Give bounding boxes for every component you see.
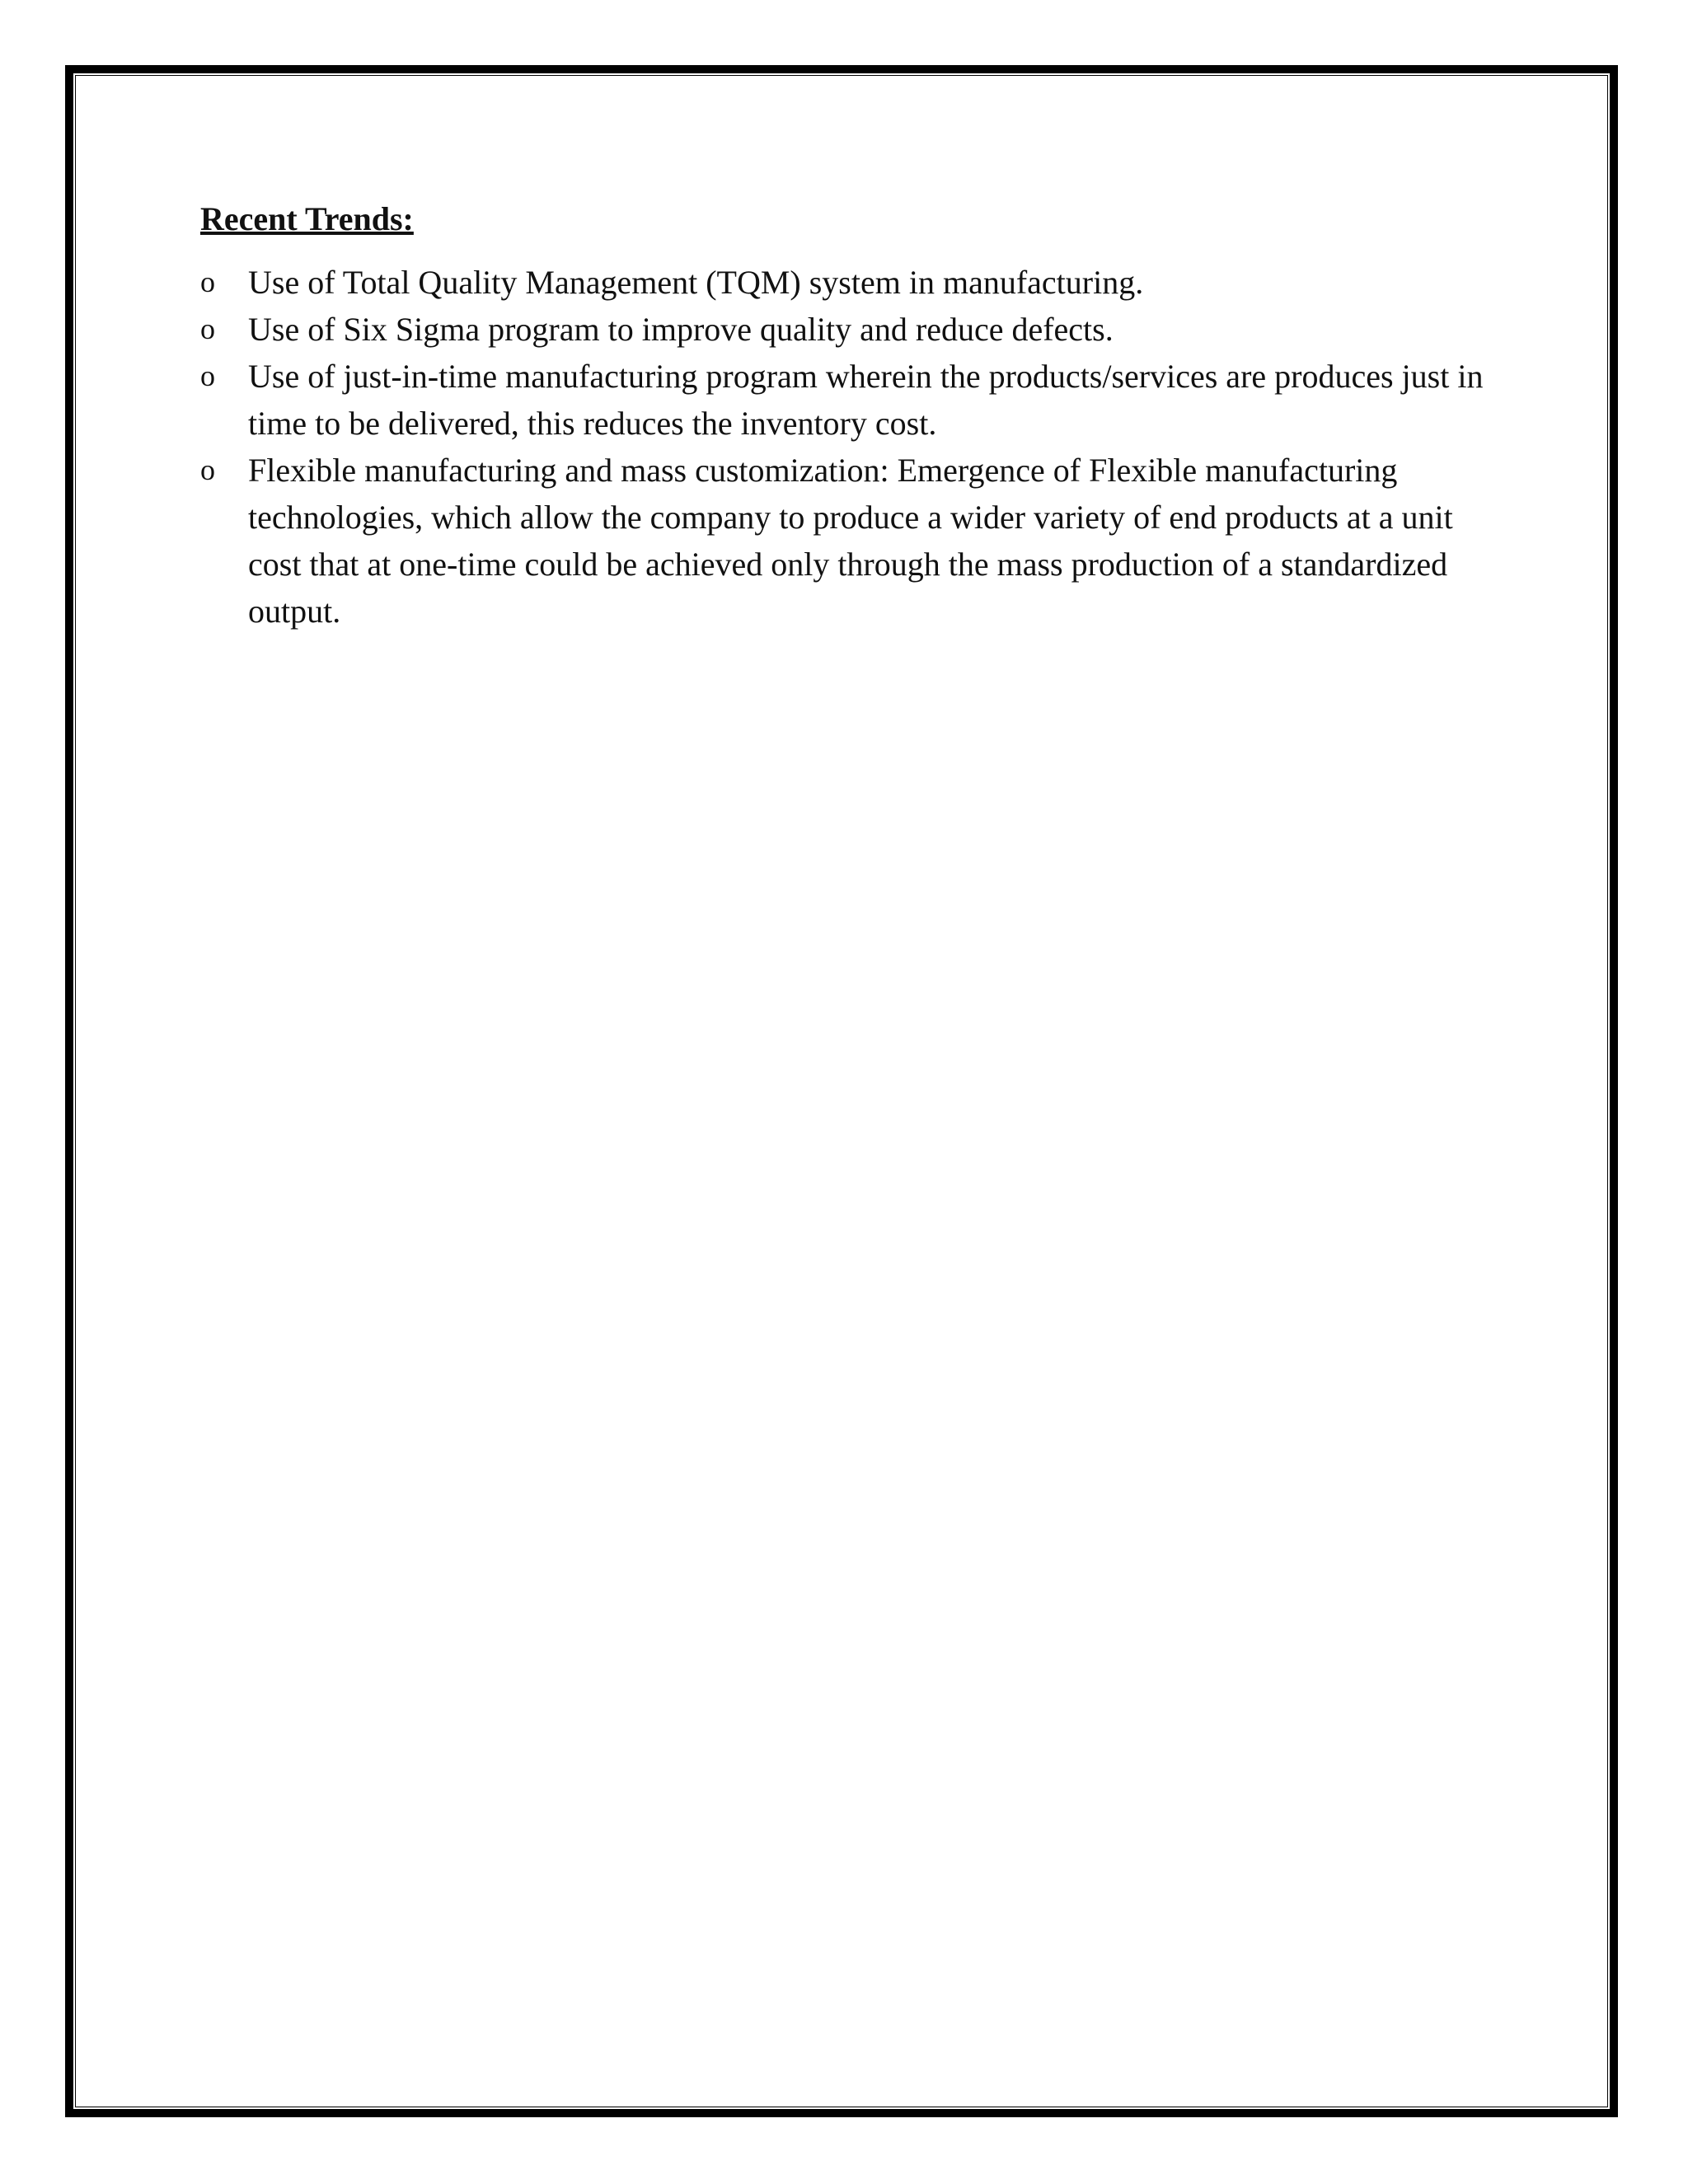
- bullet-marker: o: [200, 359, 215, 392]
- document-content: [200, 196, 1486, 635]
- bullet-marker: o: [200, 265, 215, 298]
- list-item: [200, 447, 1486, 635]
- section-heading: Recent Trends:: [200, 200, 414, 237]
- bullet-marker: o: [200, 453, 215, 486]
- trends-list: [200, 259, 1486, 635]
- list-item: [200, 353, 1486, 447]
- bullet-marker: o: [200, 312, 215, 345]
- list-item-text: Use of just-in-time manufacturing program wherein the products/services are produces just in time to be delivered, this reduces the inventory cost.: [248, 358, 1484, 442]
- list-item: [200, 306, 1486, 353]
- list-item-text: Flexible manufacturing and mass customization: Emergence of Flexible manufacturing technologies, which allow the company to produce a wider variety of end products at a unit cost that at one-time could be achieved only through the mass production of a standardized output.: [248, 452, 1453, 630]
- list-item-text: Use of Six Sigma program to improve quality and reduce defects.: [248, 311, 1114, 348]
- list-item-text: Use of Total Quality Management (TQM) system in manufacturing.: [248, 264, 1144, 301]
- list-item: [200, 259, 1486, 306]
